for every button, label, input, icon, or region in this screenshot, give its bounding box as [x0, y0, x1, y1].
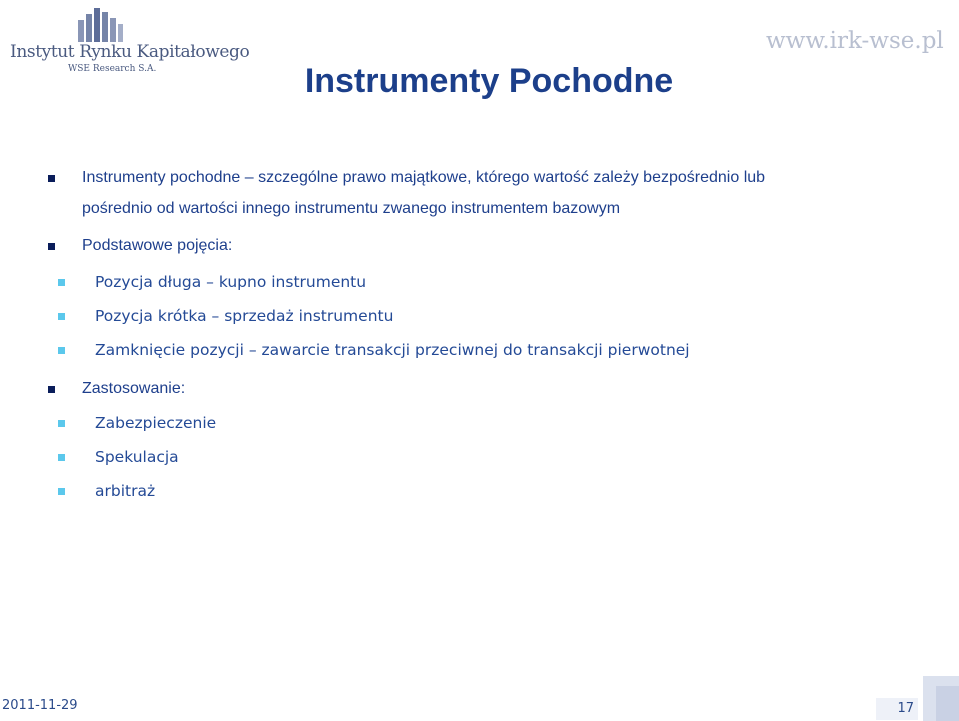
- bullet-level2: [58, 420, 65, 427]
- bullet-level2: [58, 488, 65, 495]
- bullet-level1: [48, 175, 55, 182]
- bullet-level2: [58, 279, 65, 286]
- footer-date: 2011-11-29: [2, 698, 78, 713]
- bullet-text: Podstawowe pojęcia:: [82, 237, 233, 254]
- bullet-text: pośrednio od wartości innego instrumentu zwanego instrumentem bazowym: [82, 200, 621, 217]
- sub-bullet-text: Zamknięcie pozycji – zawarcie transakcji przeciwnej do transakcji pierwotnej: [95, 341, 690, 359]
- site-url: www.irk-wse.pl: [766, 28, 944, 54]
- bullet-level2: [58, 313, 65, 320]
- logo-name: Instytut Rynku Kapitałowego: [10, 42, 250, 62]
- bullet-level1: [48, 243, 55, 250]
- bullet-level1: [48, 386, 55, 393]
- bullet-level2: [58, 347, 65, 354]
- slide-title: Instrumenty Pochodne: [304, 62, 674, 100]
- sub-bullet-text: Spekulacja: [95, 448, 179, 466]
- bullet-level2: [58, 454, 65, 461]
- sub-bullet-text: arbitraż: [95, 482, 156, 500]
- sub-bullet-text: Pozycja długa – kupno instrumentu: [95, 273, 367, 291]
- sub-bullet-text: Pozycja krótka – sprzedaż instrumentu: [95, 307, 394, 325]
- sub-bullet-text: Zabezpieczenie: [95, 414, 217, 432]
- bullet-text: Zastosowanie:: [82, 380, 186, 397]
- page-number: 17: [876, 698, 918, 720]
- logo-subtitle: WSE Research S.A.: [68, 64, 157, 74]
- bullet-text: Instrumenty pochodne – szczególne prawo majątkowe, którego wartość zależy bezpośrednio lub: [82, 169, 766, 186]
